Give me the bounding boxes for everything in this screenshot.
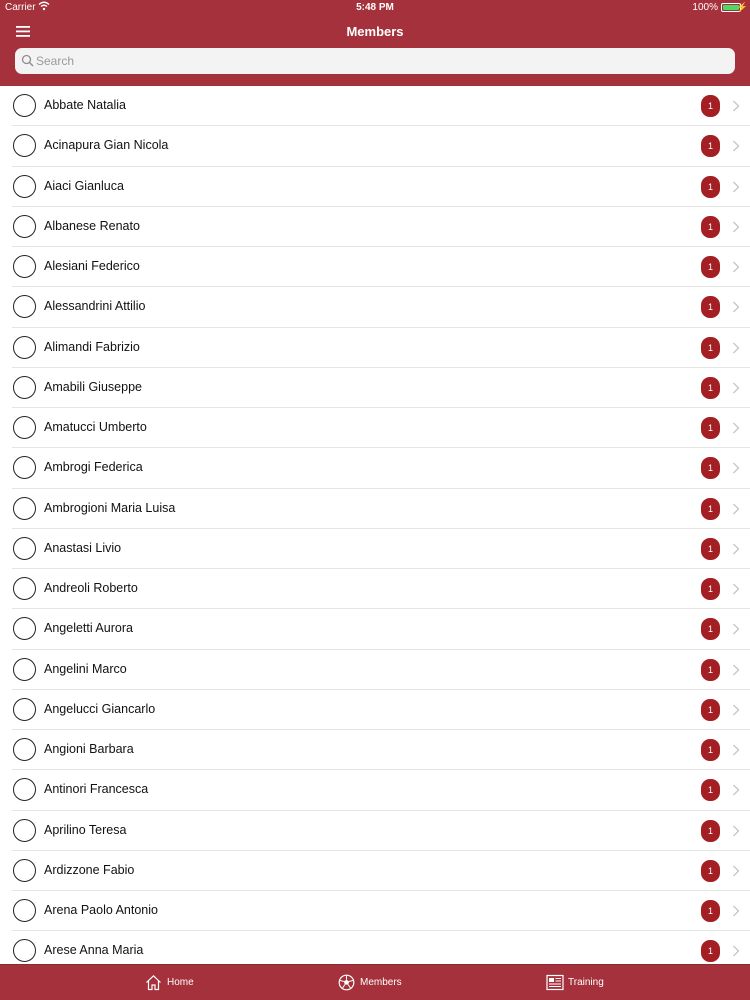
chevron-right-icon bbox=[732, 503, 740, 515]
member-name: Arese Anna Maria bbox=[44, 943, 144, 958]
list-item[interactable] bbox=[0, 368, 750, 408]
member-name: Andreoli Roberto bbox=[44, 581, 138, 595]
chevron-right-icon bbox=[732, 382, 740, 394]
chevron-right-icon bbox=[732, 704, 740, 716]
member-name: Ambrogi Federica bbox=[44, 460, 143, 475]
avatar bbox=[13, 456, 36, 479]
list-item[interactable] bbox=[0, 489, 750, 529]
tab-bar bbox=[0, 964, 750, 1000]
avatar bbox=[13, 215, 36, 238]
chevron-right-icon bbox=[732, 221, 740, 233]
member-name: Alimandi Fabrizio bbox=[44, 339, 140, 354]
member-name: Ambrogioni Maria Luisa bbox=[44, 500, 176, 515]
member-list bbox=[0, 86, 750, 964]
avatar bbox=[13, 738, 36, 761]
count-badge: 1 bbox=[701, 256, 720, 278]
count-badge: 1 bbox=[701, 337, 720, 359]
member-name: Amabili Giuseppe bbox=[44, 379, 142, 394]
count-badge: 1 bbox=[701, 860, 720, 882]
clock: 5:48 PM bbox=[356, 2, 394, 13]
count-badge: 1 bbox=[701, 538, 720, 560]
list-item[interactable] bbox=[0, 126, 750, 166]
avatar bbox=[13, 939, 36, 962]
tab-home-label: Home bbox=[167, 977, 194, 988]
avatar bbox=[13, 255, 36, 278]
list-item[interactable] bbox=[0, 891, 750, 931]
tab-members-label: Members bbox=[360, 977, 402, 988]
avatar bbox=[13, 577, 36, 600]
list-item[interactable] bbox=[0, 811, 750, 851]
chevron-right-icon bbox=[732, 623, 740, 635]
chevron-right-icon bbox=[732, 784, 740, 796]
tab-training[interactable] bbox=[546, 965, 616, 1000]
count-badge: 1 bbox=[701, 176, 720, 198]
count-badge: 1 bbox=[701, 659, 720, 681]
avatar bbox=[13, 175, 36, 198]
count-badge: 1 bbox=[701, 135, 720, 157]
chevron-right-icon bbox=[732, 462, 740, 474]
chevron-right-icon bbox=[732, 181, 740, 193]
list-item[interactable] bbox=[0, 287, 750, 327]
tab-home[interactable] bbox=[145, 965, 205, 1000]
member-name: Angelini Marco bbox=[44, 661, 127, 676]
list-item[interactable] bbox=[0, 851, 750, 891]
member-name: Alessandrini Attilio bbox=[44, 299, 146, 314]
member-name: Aiaci Gianluca bbox=[44, 178, 124, 193]
member-name: Acinapura Gian Nicola bbox=[44, 138, 169, 153]
count-badge: 1 bbox=[701, 739, 720, 761]
member-name: Anastasi Livio bbox=[44, 540, 122, 555]
member-name: Antinori Francesca bbox=[44, 782, 149, 797]
list-item[interactable] bbox=[0, 931, 750, 964]
chevron-right-icon bbox=[732, 261, 740, 273]
chevron-right-icon bbox=[732, 140, 740, 152]
count-badge: 1 bbox=[701, 940, 720, 962]
chevron-right-icon bbox=[732, 664, 740, 676]
list-item[interactable] bbox=[0, 609, 750, 649]
search-input[interactable] bbox=[36, 48, 726, 74]
avatar bbox=[13, 698, 36, 721]
member-name: Ardizzone Fabio bbox=[44, 862, 135, 877]
tab-members[interactable] bbox=[338, 965, 408, 1000]
battery-percent: 100% bbox=[692, 2, 718, 13]
member-name: Angioni Barbara bbox=[44, 742, 134, 756]
avatar bbox=[13, 416, 36, 439]
tab-training-label: Training bbox=[568, 977, 604, 988]
chevron-right-icon bbox=[732, 945, 740, 957]
navigation-bar bbox=[0, 16, 750, 46]
chevron-right-icon bbox=[732, 583, 740, 595]
count-badge: 1 bbox=[701, 377, 720, 399]
avatar bbox=[13, 778, 36, 801]
carrier-label: Carrier bbox=[5, 2, 36, 13]
avatar bbox=[13, 94, 36, 117]
member-name: Angelucci Giancarlo bbox=[44, 701, 156, 716]
list-item[interactable] bbox=[0, 650, 750, 690]
chevron-right-icon bbox=[732, 905, 740, 917]
page-title: Members bbox=[346, 24, 404, 39]
member-name: Arena Paolo Antonio bbox=[44, 903, 158, 917]
list-item[interactable] bbox=[0, 690, 750, 730]
list-item[interactable] bbox=[0, 730, 750, 770]
chevron-right-icon bbox=[732, 301, 740, 313]
chevron-right-icon bbox=[732, 543, 740, 555]
count-badge: 1 bbox=[701, 578, 720, 600]
count-badge: 1 bbox=[701, 216, 720, 238]
search-icon bbox=[21, 54, 35, 68]
soccer-ball-icon bbox=[338, 974, 355, 991]
avatar bbox=[13, 819, 36, 842]
status-bar bbox=[0, 0, 750, 16]
list-item[interactable] bbox=[0, 569, 750, 609]
count-badge: 1 bbox=[701, 95, 720, 117]
chevron-right-icon bbox=[732, 865, 740, 877]
count-badge: 1 bbox=[701, 296, 720, 318]
list-item[interactable] bbox=[0, 448, 750, 488]
list-item[interactable] bbox=[0, 86, 750, 126]
avatar bbox=[13, 497, 36, 520]
avatar bbox=[13, 859, 36, 882]
count-badge: 1 bbox=[701, 417, 720, 439]
list-item[interactable] bbox=[0, 529, 750, 569]
chevron-right-icon bbox=[732, 342, 740, 354]
avatar bbox=[13, 336, 36, 359]
count-badge: 1 bbox=[701, 820, 720, 842]
avatar bbox=[13, 658, 36, 681]
count-badge: 1 bbox=[701, 457, 720, 479]
list-item[interactable] bbox=[0, 167, 750, 207]
avatar bbox=[13, 295, 36, 318]
chevron-right-icon bbox=[732, 825, 740, 837]
count-badge: 1 bbox=[701, 900, 720, 922]
list-item[interactable] bbox=[0, 247, 750, 287]
avatar bbox=[13, 134, 36, 157]
search-bar bbox=[15, 48, 735, 74]
count-badge: 1 bbox=[701, 779, 720, 801]
member-name: Aprilino Teresa bbox=[44, 822, 127, 837]
member-name: Angeletti Aurora bbox=[44, 621, 133, 636]
avatar bbox=[13, 537, 36, 560]
chevron-right-icon bbox=[732, 100, 740, 112]
list-item[interactable] bbox=[0, 207, 750, 247]
member-name: Amatucci Umberto bbox=[44, 420, 147, 434]
chevron-right-icon bbox=[732, 744, 740, 756]
avatar bbox=[13, 617, 36, 640]
newspaper-icon bbox=[546, 974, 564, 991]
charging-icon: ⚡ bbox=[736, 2, 748, 12]
member-name: Abbate Natalia bbox=[44, 98, 127, 112]
chevron-right-icon bbox=[732, 422, 740, 434]
count-badge: 1 bbox=[701, 618, 720, 640]
member-name: Albanese Renato bbox=[44, 218, 140, 233]
count-badge: 1 bbox=[701, 699, 720, 721]
list-item[interactable] bbox=[0, 408, 750, 448]
member-name: Alesiani Federico bbox=[44, 259, 140, 273]
top-bar bbox=[0, 0, 750, 86]
count-badge: 1 bbox=[701, 498, 720, 520]
avatar bbox=[13, 899, 36, 922]
list-item[interactable] bbox=[0, 328, 750, 368]
avatar bbox=[13, 376, 36, 399]
home-icon bbox=[145, 974, 162, 991]
list-item[interactable] bbox=[0, 770, 750, 810]
